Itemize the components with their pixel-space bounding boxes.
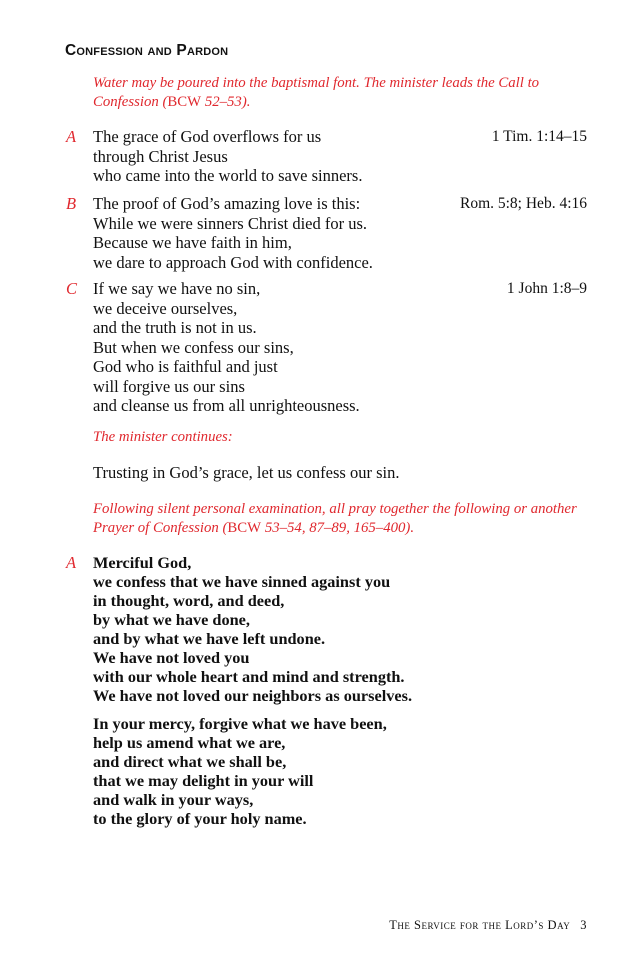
prayer-line: in thought, word, and deed, bbox=[93, 591, 285, 610]
rubric-text: Water may be poured into the baptismal font. The minister leads the Call to Confession ( bbox=[93, 75, 540, 110]
verse-line: and cleanse us from all unrighteousness. bbox=[93, 396, 360, 415]
option-letter-c: C bbox=[66, 279, 78, 298]
prayer-line: We have not loved our neighbors as ourselves. bbox=[93, 686, 413, 705]
scripture-reference-a: 1 Tim. 1:14–15 bbox=[491, 128, 587, 145]
verse-line: The grace of God overflows for us bbox=[93, 127, 322, 146]
prayer-line: Merciful God, bbox=[93, 553, 192, 572]
rubric-minister-continues: The minister continues: bbox=[93, 429, 233, 445]
rubric-abbr: BCW bbox=[227, 520, 262, 536]
call-verse-b bbox=[93, 194, 373, 272]
verse-line: If we say we have no sin, bbox=[93, 279, 261, 298]
option-letter-a: A bbox=[66, 127, 77, 146]
verse-line: God who is faithful and just bbox=[93, 357, 278, 376]
scripture-reference-b: Rom. 5:8; Heb. 4:16 bbox=[459, 195, 587, 212]
call-verse-a bbox=[93, 127, 362, 186]
scripture-reference-c: 1 John 1:8–9 bbox=[506, 280, 587, 297]
prayer-line: that we may delight in your will bbox=[93, 771, 314, 790]
verse-line: will forgive us our sins bbox=[93, 376, 245, 396]
rubric-abbr: BCW bbox=[167, 94, 202, 110]
prayer-line: and direct what we shall be, bbox=[93, 752, 287, 771]
prayer-letter-a: A bbox=[66, 553, 77, 572]
verse-line: Because we have faith in him, bbox=[93, 233, 292, 252]
prayer-line: and by what we have left undone. bbox=[93, 629, 326, 648]
rubric-rest: 52–53). bbox=[201, 94, 251, 110]
verse-line: The proof of God’s amazing love is this: bbox=[93, 194, 361, 213]
prayer-line: we confess that we have sinned against you bbox=[93, 572, 391, 591]
prayer-line: with our whole heart and mind and strength. bbox=[93, 667, 405, 686]
invitation-to-confession: Trusting in God’s grace, let us confess our sin. bbox=[93, 463, 400, 482]
verse-line: through Christ Jesus bbox=[93, 146, 228, 166]
page-number: 3 bbox=[580, 918, 587, 932]
call-verse-c bbox=[93, 279, 360, 416]
option-letter-b: B bbox=[66, 194, 77, 213]
prayer-line: to the glory of your holy name. bbox=[93, 809, 307, 828]
verse-line: we deceive ourselves, bbox=[93, 298, 238, 318]
verse-line: we dare to approach God with confidence. bbox=[93, 252, 373, 272]
prayer-line: by what we have done, bbox=[93, 610, 250, 629]
section-heading: Confession and Pardon bbox=[65, 42, 229, 59]
rubric-prayer-of-confession bbox=[93, 500, 598, 538]
rubric-call-to-confession bbox=[93, 74, 598, 112]
verse-line: But when we confess our sins, bbox=[93, 337, 294, 357]
prayer-stanza-2 bbox=[93, 714, 387, 828]
verse-line: and the truth is not in us. bbox=[93, 318, 257, 337]
verse-line: who came into the world to save sinners. bbox=[93, 166, 363, 185]
prayer-line: help us amend what we are, bbox=[93, 733, 286, 752]
footer-title: The Service for the Lord’s Day bbox=[389, 918, 571, 932]
prayer-line: In your mercy, forgive what we have been, bbox=[93, 714, 387, 733]
rubric-text: Following silent personal examination, all pray together the following or another Prayer of Confession ( bbox=[93, 501, 577, 536]
prayer-line: and walk in your ways, bbox=[93, 790, 254, 809]
rubric-rest: 53–54, 87–89, 165–400). bbox=[261, 520, 415, 536]
prayer-line: We have not loved you bbox=[93, 648, 250, 667]
page-footer bbox=[389, 918, 587, 933]
prayer-stanza-1 bbox=[93, 553, 412, 705]
verse-line: While we were sinners Christ died for us. bbox=[93, 213, 368, 233]
